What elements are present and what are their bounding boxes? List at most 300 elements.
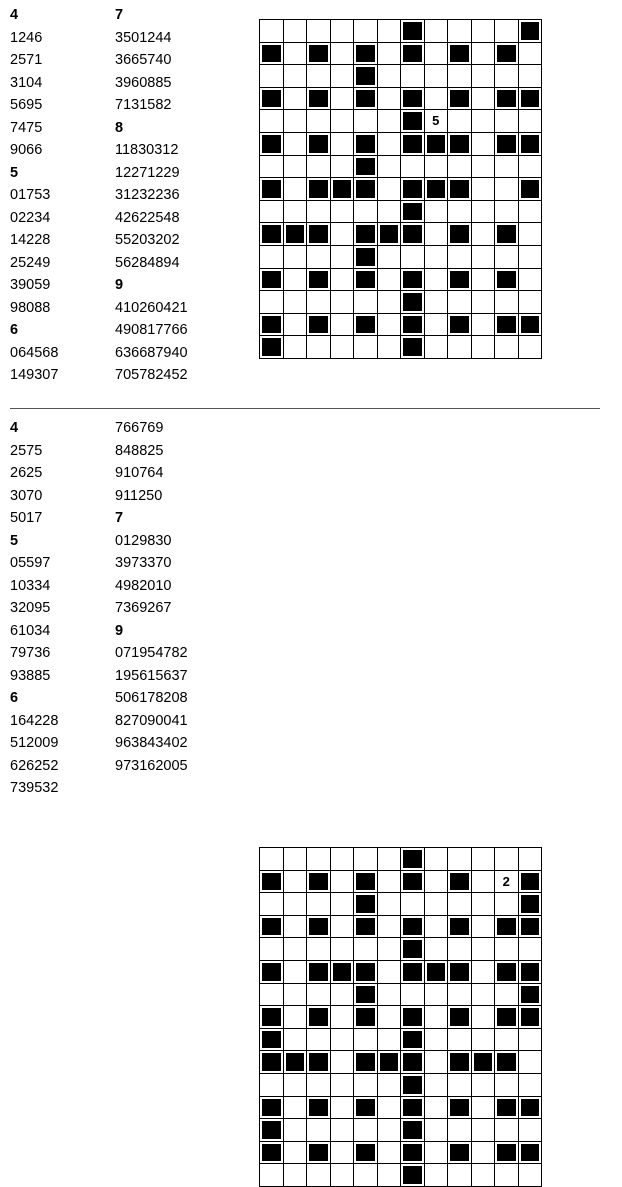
empty-cell[interactable] (518, 1073, 542, 1096)
empty-cell[interactable] (377, 1164, 401, 1187)
empty-cell[interactable] (448, 110, 472, 133)
empty-cell[interactable] (471, 110, 495, 133)
empty-cell[interactable] (448, 200, 472, 223)
empty-cell[interactable] (260, 20, 284, 43)
empty-cell[interactable] (283, 983, 307, 1006)
empty-cell[interactable] (283, 313, 307, 336)
number-entry: 848825 (115, 442, 164, 459)
black-square (403, 1144, 422, 1162)
empty-cell[interactable] (448, 1028, 472, 1051)
empty-cell[interactable] (471, 893, 495, 916)
black-square (403, 1166, 422, 1184)
grid-row (260, 132, 542, 155)
empty-cell[interactable] (307, 893, 331, 916)
black-cell (518, 132, 542, 155)
empty-cell[interactable] (377, 960, 401, 983)
empty-cell[interactable] (448, 155, 472, 178)
black-cell (354, 42, 378, 65)
empty-cell[interactable] (283, 1119, 307, 1142)
black-cell (377, 223, 401, 246)
empty-cell[interactable] (471, 960, 495, 983)
empty-cell[interactable] (495, 155, 519, 178)
empty-cell[interactable] (283, 20, 307, 43)
empty-cell[interactable] (424, 848, 448, 871)
empty-cell[interactable] (377, 313, 401, 336)
empty-cell[interactable] (448, 938, 472, 961)
length-heading: 5 (10, 532, 19, 549)
black-square (521, 1008, 540, 1026)
empty-cell[interactable] (330, 1141, 354, 1164)
empty-cell[interactable] (354, 200, 378, 223)
empty-cell[interactable] (495, 200, 519, 223)
empty-cell[interactable] (260, 983, 284, 1006)
empty-cell[interactable] (330, 1164, 354, 1187)
empty-cell[interactable] (424, 1073, 448, 1096)
empty-cell[interactable] (495, 178, 519, 201)
empty-cell[interactable] (424, 223, 448, 246)
empty-cell[interactable] (330, 245, 354, 268)
empty-cell[interactable] (330, 268, 354, 291)
empty-cell[interactable] (354, 336, 378, 359)
empty-cell[interactable] (330, 1051, 354, 1074)
empty-cell[interactable] (377, 1073, 401, 1096)
empty-cell[interactable] (401, 983, 425, 1006)
empty-cell[interactable] (377, 110, 401, 133)
empty-cell[interactable] (377, 291, 401, 314)
empty-cell[interactable] (307, 245, 331, 268)
number-entry: 7475 (10, 119, 43, 136)
number-entry: 3501244 (115, 29, 172, 46)
empty-cell[interactable] (260, 848, 284, 871)
empty-cell[interactable] (330, 110, 354, 133)
empty-cell[interactable] (260, 155, 284, 178)
number-entry: 32095 (10, 600, 51, 616)
empty-cell[interactable] (307, 1164, 331, 1187)
empty-cell[interactable] (471, 1006, 495, 1029)
empty-cell[interactable] (424, 200, 448, 223)
number-entry: 31232236 (115, 187, 180, 203)
empty-cell[interactable] (283, 178, 307, 201)
empty-cell[interactable] (424, 291, 448, 314)
black-cell (401, 268, 425, 291)
empty-cell[interactable] (518, 938, 542, 961)
empty-cell[interactable] (448, 1073, 472, 1096)
empty-cell[interactable] (424, 1119, 448, 1142)
empty-cell[interactable] (330, 983, 354, 1006)
black-square (403, 338, 422, 356)
empty-cell[interactable] (377, 983, 401, 1006)
empty-cell[interactable] (471, 1028, 495, 1051)
empty-cell[interactable] (377, 155, 401, 178)
number-entry: 12271229 (115, 164, 180, 181)
empty-cell[interactable] (495, 110, 519, 133)
black-square (356, 1099, 375, 1117)
empty-cell[interactable] (260, 110, 284, 133)
black-cell (495, 915, 519, 938)
empty-cell[interactable] (283, 1141, 307, 1164)
empty-cell[interactable] (424, 893, 448, 916)
empty-cell[interactable] (495, 65, 519, 88)
black-cell (495, 960, 519, 983)
black-cell (260, 1096, 284, 1119)
empty-cell[interactable] (283, 1164, 307, 1187)
empty-cell[interactable] (283, 848, 307, 871)
empty-cell[interactable] (448, 1119, 472, 1142)
empty-cell[interactable] (377, 20, 401, 43)
empty-cell[interactable] (307, 110, 331, 133)
black-square (262, 180, 281, 198)
empty-cell[interactable] (448, 291, 472, 314)
puzzle-2 (0, 413, 622, 889)
empty-cell[interactable] (283, 65, 307, 88)
black-cell (401, 960, 425, 983)
number-entry: 506178208 (115, 690, 188, 706)
empty-cell[interactable] (495, 291, 519, 314)
empty-cell[interactable] (518, 1051, 542, 1074)
empty-cell[interactable] (424, 870, 448, 893)
empty-cell[interactable] (307, 983, 331, 1006)
black-cell (448, 1006, 472, 1029)
empty-cell[interactable] (377, 245, 401, 268)
empty-cell[interactable] (330, 1096, 354, 1119)
empty-cell[interactable] (471, 65, 495, 88)
empty-cell[interactable] (424, 938, 448, 961)
empty-cell[interactable] (283, 110, 307, 133)
empty-cell[interactable] (307, 200, 331, 223)
empty-cell[interactable] (495, 336, 519, 359)
empty-cell[interactable] (377, 848, 401, 871)
empty-cell[interactable] (471, 132, 495, 155)
black-square (403, 271, 422, 289)
empty-cell[interactable] (518, 65, 542, 88)
empty-cell[interactable] (495, 245, 519, 268)
empty-cell[interactable] (424, 1141, 448, 1164)
empty-cell[interactable] (283, 915, 307, 938)
black-cell (495, 223, 519, 246)
empty-cell[interactable] (354, 1119, 378, 1142)
empty-cell[interactable] (377, 87, 401, 110)
empty-cell[interactable] (424, 65, 448, 88)
number-entry: 10334 (10, 577, 51, 594)
empty-cell[interactable] (377, 870, 401, 893)
black-cell (401, 915, 425, 938)
empty-cell[interactable] (495, 1073, 519, 1096)
empty-cell[interactable] (377, 132, 401, 155)
empty-cell[interactable] (471, 848, 495, 871)
empty-cell[interactable] (424, 155, 448, 178)
empty-cell[interactable] (518, 291, 542, 314)
black-square (262, 271, 281, 289)
empty-cell[interactable] (471, 200, 495, 223)
empty-cell[interactable] (424, 1096, 448, 1119)
empty-cell[interactable] (330, 1073, 354, 1096)
given-digit-cell[interactable] (424, 110, 448, 133)
number-entry: 2625 (10, 465, 43, 481)
empty-cell[interactable] (283, 1028, 307, 1051)
empty-cell[interactable] (518, 1164, 542, 1187)
empty-cell[interactable] (354, 1164, 378, 1187)
empty-cell[interactable] (283, 1096, 307, 1119)
empty-cell[interactable] (448, 893, 472, 916)
empty-cell[interactable] (307, 20, 331, 43)
empty-cell[interactable] (424, 983, 448, 1006)
empty-cell[interactable] (495, 983, 519, 1006)
black-cell (260, 870, 284, 893)
empty-cell[interactable] (283, 336, 307, 359)
empty-cell[interactable] (307, 938, 331, 961)
black-cell (424, 178, 448, 201)
empty-cell[interactable] (518, 200, 542, 223)
empty-cell[interactable] (448, 245, 472, 268)
empty-cell[interactable] (354, 1028, 378, 1051)
empty-cell[interactable] (283, 1006, 307, 1029)
empty-cell[interactable] (283, 870, 307, 893)
empty-cell[interactable] (330, 155, 354, 178)
empty-cell[interactable] (377, 200, 401, 223)
empty-cell[interactable] (471, 1073, 495, 1096)
empty-cell[interactable] (330, 1119, 354, 1142)
empty-cell[interactable] (471, 336, 495, 359)
black-cell (307, 915, 331, 938)
given-digit-cell[interactable] (495, 870, 519, 893)
empty-cell[interactable] (260, 291, 284, 314)
empty-cell[interactable] (330, 132, 354, 155)
empty-cell[interactable] (330, 313, 354, 336)
empty-cell[interactable] (448, 1164, 472, 1187)
empty-cell[interactable] (330, 848, 354, 871)
empty-cell[interactable] (330, 87, 354, 110)
empty-cell[interactable] (471, 268, 495, 291)
empty-cell[interactable] (518, 245, 542, 268)
word-list-column-1 (10, 4, 58, 387)
black-cell (354, 223, 378, 246)
black-square (309, 45, 328, 63)
empty-cell[interactable] (377, 1119, 401, 1142)
empty-cell[interactable] (283, 132, 307, 155)
empty-cell[interactable] (377, 915, 401, 938)
length-heading: 5 (10, 164, 19, 181)
empty-cell[interactable] (330, 291, 354, 314)
empty-cell[interactable] (448, 983, 472, 1006)
grid-row (260, 42, 542, 65)
number-entry: 02234 (10, 209, 51, 226)
empty-cell[interactable] (471, 291, 495, 314)
black-square (309, 918, 328, 936)
empty-cell[interactable] (471, 1119, 495, 1142)
empty-cell[interactable] (330, 20, 354, 43)
empty-cell[interactable] (471, 1164, 495, 1187)
empty-cell[interactable] (283, 87, 307, 110)
empty-cell[interactable] (495, 848, 519, 871)
empty-cell[interactable] (330, 893, 354, 916)
empty-cell[interactable] (354, 848, 378, 871)
black-cell (307, 870, 331, 893)
empty-cell[interactable] (448, 848, 472, 871)
empty-cell[interactable] (283, 200, 307, 223)
black-cell (495, 87, 519, 110)
empty-cell[interactable] (518, 1028, 542, 1051)
empty-cell[interactable] (260, 893, 284, 916)
empty-cell[interactable] (471, 983, 495, 1006)
empty-cell[interactable] (377, 42, 401, 65)
empty-cell[interactable] (307, 1028, 331, 1051)
empty-cell[interactable] (424, 1006, 448, 1029)
empty-cell[interactable] (354, 110, 378, 133)
empty-cell[interactable] (448, 336, 472, 359)
empty-cell[interactable] (471, 20, 495, 43)
empty-cell[interactable] (260, 1164, 284, 1187)
empty-cell[interactable] (377, 893, 401, 916)
number-entry: 93885 (10, 667, 51, 684)
empty-cell[interactable] (471, 313, 495, 336)
empty-cell[interactable] (330, 42, 354, 65)
black-square (521, 135, 540, 153)
empty-cell[interactable] (330, 336, 354, 359)
empty-cell[interactable] (518, 268, 542, 291)
empty-cell[interactable] (471, 245, 495, 268)
empty-cell[interactable] (471, 178, 495, 201)
empty-cell[interactable] (471, 42, 495, 65)
grid-row (260, 1073, 542, 1096)
black-cell (307, 1141, 331, 1164)
empty-cell[interactable] (377, 336, 401, 359)
empty-cell[interactable] (518, 155, 542, 178)
empty-cell[interactable] (330, 65, 354, 88)
empty-cell[interactable] (260, 245, 284, 268)
empty-cell[interactable] (401, 893, 425, 916)
empty-cell[interactable] (377, 178, 401, 201)
empty-cell[interactable] (307, 848, 331, 871)
black-square (497, 45, 516, 63)
empty-cell[interactable] (283, 291, 307, 314)
empty-cell[interactable] (283, 960, 307, 983)
empty-cell[interactable] (495, 20, 519, 43)
empty-cell[interactable] (495, 1164, 519, 1187)
empty-cell[interactable] (377, 268, 401, 291)
empty-cell[interactable] (330, 1006, 354, 1029)
empty-cell[interactable] (401, 65, 425, 88)
empty-cell[interactable] (495, 1028, 519, 1051)
empty-cell[interactable] (260, 65, 284, 88)
empty-cell[interactable] (424, 42, 448, 65)
empty-cell[interactable] (424, 268, 448, 291)
empty-cell[interactable] (283, 155, 307, 178)
empty-cell[interactable] (377, 1096, 401, 1119)
empty-cell[interactable] (495, 938, 519, 961)
empty-cell[interactable] (424, 87, 448, 110)
empty-cell[interactable] (377, 938, 401, 961)
empty-cell[interactable] (424, 20, 448, 43)
empty-cell[interactable] (471, 223, 495, 246)
empty-cell[interactable] (424, 313, 448, 336)
empty-cell[interactable] (377, 1006, 401, 1029)
empty-cell[interactable] (354, 938, 378, 961)
empty-cell[interactable] (283, 42, 307, 65)
empty-cell[interactable] (495, 893, 519, 916)
empty-cell[interactable] (424, 1051, 448, 1074)
empty-cell[interactable] (330, 223, 354, 246)
empty-cell[interactable] (330, 915, 354, 938)
empty-cell[interactable] (330, 870, 354, 893)
empty-cell[interactable] (518, 1119, 542, 1142)
empty-cell[interactable] (377, 1141, 401, 1164)
empty-cell[interactable] (283, 938, 307, 961)
black-cell (354, 1141, 378, 1164)
empty-cell[interactable] (330, 200, 354, 223)
empty-cell[interactable] (424, 1028, 448, 1051)
empty-cell[interactable] (424, 915, 448, 938)
empty-cell[interactable] (518, 110, 542, 133)
empty-cell[interactable] (377, 1028, 401, 1051)
empty-cell[interactable] (401, 155, 425, 178)
empty-cell[interactable] (518, 223, 542, 246)
empty-cell[interactable] (471, 87, 495, 110)
empty-cell[interactable] (283, 1073, 307, 1096)
empty-cell[interactable] (471, 915, 495, 938)
empty-cell[interactable] (495, 1119, 519, 1142)
empty-cell[interactable] (401, 245, 425, 268)
empty-cell[interactable] (330, 1028, 354, 1051)
empty-cell[interactable] (424, 1164, 448, 1187)
empty-cell[interactable] (307, 291, 331, 314)
empty-cell[interactable] (307, 1119, 331, 1142)
empty-cell[interactable] (260, 938, 284, 961)
empty-cell[interactable] (260, 200, 284, 223)
empty-cell[interactable] (518, 848, 542, 871)
empty-cell[interactable] (448, 20, 472, 43)
black-square (356, 271, 375, 289)
empty-cell[interactable] (330, 938, 354, 961)
empty-cell[interactable] (283, 245, 307, 268)
number-entry: 79736 (10, 645, 51, 661)
empty-cell[interactable] (518, 336, 542, 359)
grid-row (260, 268, 542, 291)
black-square (262, 225, 281, 243)
black-square (521, 986, 540, 1004)
empty-cell[interactable] (260, 1073, 284, 1096)
black-square (450, 1144, 469, 1162)
black-cell (495, 1096, 519, 1119)
empty-cell[interactable] (283, 268, 307, 291)
black-square (309, 180, 328, 198)
empty-cell[interactable] (518, 42, 542, 65)
empty-cell[interactable] (424, 245, 448, 268)
empty-cell[interactable] (424, 336, 448, 359)
empty-cell[interactable] (471, 155, 495, 178)
empty-cell[interactable] (354, 291, 378, 314)
empty-cell[interactable] (307, 155, 331, 178)
empty-cell[interactable] (471, 1096, 495, 1119)
empty-cell[interactable] (307, 1073, 331, 1096)
empty-cell[interactable] (283, 893, 307, 916)
number-entry: 25249 (10, 254, 51, 271)
black-cell (260, 1051, 284, 1074)
empty-cell[interactable] (307, 336, 331, 359)
empty-cell[interactable] (307, 65, 331, 88)
empty-cell[interactable] (354, 20, 378, 43)
empty-cell[interactable] (377, 65, 401, 88)
number-entry: 963843402 (115, 735, 188, 751)
empty-cell[interactable] (471, 1141, 495, 1164)
empty-cell[interactable] (448, 65, 472, 88)
grid-row (260, 1028, 542, 1051)
black-square (262, 1008, 281, 1026)
empty-cell[interactable] (354, 1073, 378, 1096)
black-cell (448, 1051, 472, 1074)
black-cell (401, 1006, 425, 1029)
empty-cell[interactable] (471, 870, 495, 893)
empty-cell[interactable] (471, 938, 495, 961)
